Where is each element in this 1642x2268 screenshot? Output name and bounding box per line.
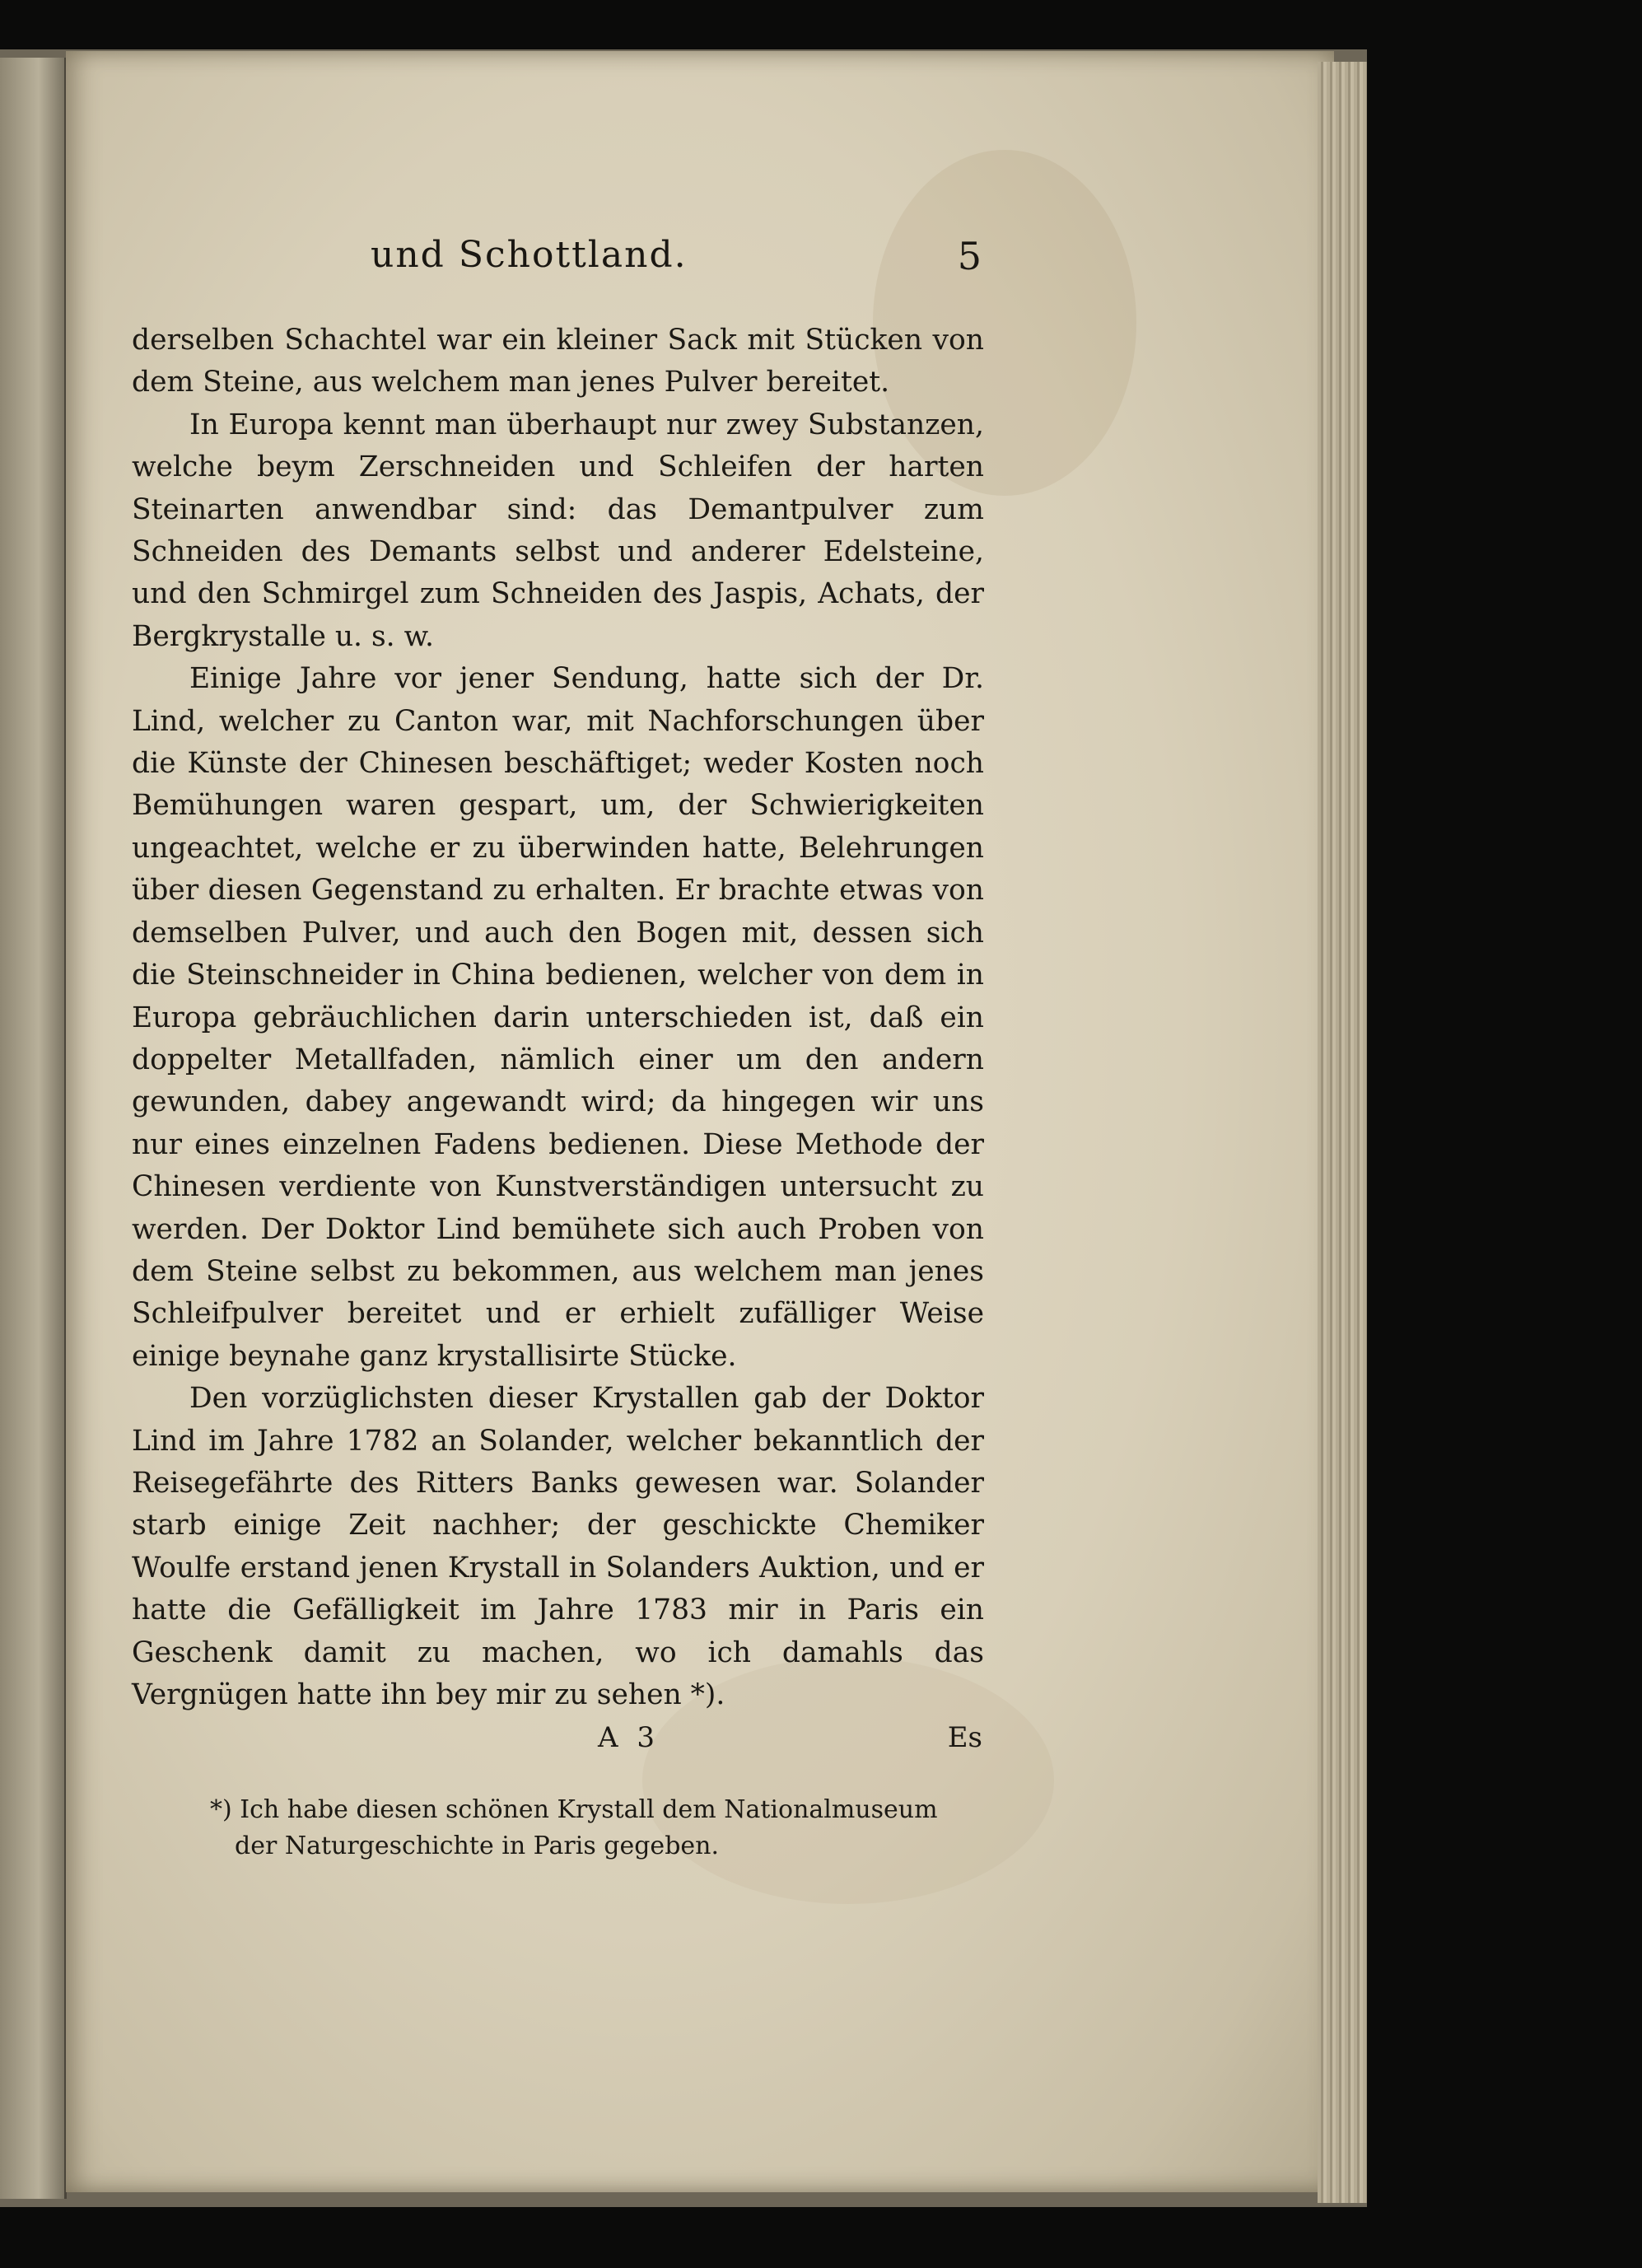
signature-line bbox=[132, 1721, 984, 1762]
page-number: 5 bbox=[957, 234, 982, 278]
footnote bbox=[210, 1792, 984, 1864]
page-edges bbox=[1318, 62, 1367, 2203]
footnote-text: *) Ich habe diesen schönen Krystall dem Nationalmuseum der Naturgeschichte in Paris gegeben. bbox=[210, 1795, 938, 1860]
running-head-title: und Schottland. bbox=[371, 234, 688, 276]
paragraph: Den vorzüglichsten dieser Krystallen gab der Doktor Lind im Jahre 1782 an Solander, welcher bekanntlich der Reisegefährte des Ritters Banks gewesen war. Solander starb einige Zeit nachher; der geschickte Chemiker Woulfe erstand jenen Krystall in Solanders Auktion, und er hatte die Gefälligkeit im Jahre 1783 mir in Paris ein Geschenk damit zu machen, wo ich damahls das Vergnügen hatte ihn bey mir zu sehen *). bbox=[132, 1382, 984, 1711]
paragraph: Einige Jahre vor jener Sendung, hatte sich der Dr. Lind, welcher zu Canton war, mit Nachforschungen über die Künste der Chinesen beschäftiget; weder Kosten noch Bemühungen waren gespart, um, der Schwierigkeiten ungeachtet, welche er zu überwinden hatte, Belehrungen über diesen Gegenstand zu erhalten. Er brachte etwas von demselben Pulver, und auch den Bogen mit, dessen sich die Steinschneider in China bedienen, welcher von dem in Europa gebräuchlichen darin unterschieden ist, daß ein doppelter Metallfaden, nämlich einer um den andern gewunden, dabey angewandt wird; da hingegen wir uns nur eines einzelnen Fadens bedienen. Diese Methode der Chinesen verdiente von Kunstverständigen untersucht zu werden. Der Doktor Lind bemühete sich auch Proben von dem Steine selbst zu bekommen, aus welchem man jenes Schleifpulver bereitet und er erhielt zufälliger Weise einige beynahe ganz krystallisirte Stücke. bbox=[132, 662, 984, 1373]
running-head bbox=[371, 234, 982, 280]
body-text bbox=[132, 320, 984, 1716]
paragraph: derselben Schachtel war ein kleiner Sack mit Stücken von dem Steine, aus welchem man jenes Pulver bereitet. bbox=[132, 324, 984, 399]
paragraph: In Europa kennt man überhaupt nur zwey Substanzen, welche beym Zerschneiden und Schleifen der harten Steinarten anwendbar sind: das Demantpulver zum Schneiden des Demants selbst und anderer Edelsteine, und den Schmirgel zum Schneiden des Jaspis, Achats, der Bergkrystalle u. s. w. bbox=[132, 408, 984, 653]
signature-mark: A 3 bbox=[598, 1721, 660, 1754]
catchword: Es bbox=[947, 1721, 982, 1754]
left-page-margin bbox=[0, 58, 67, 2199]
